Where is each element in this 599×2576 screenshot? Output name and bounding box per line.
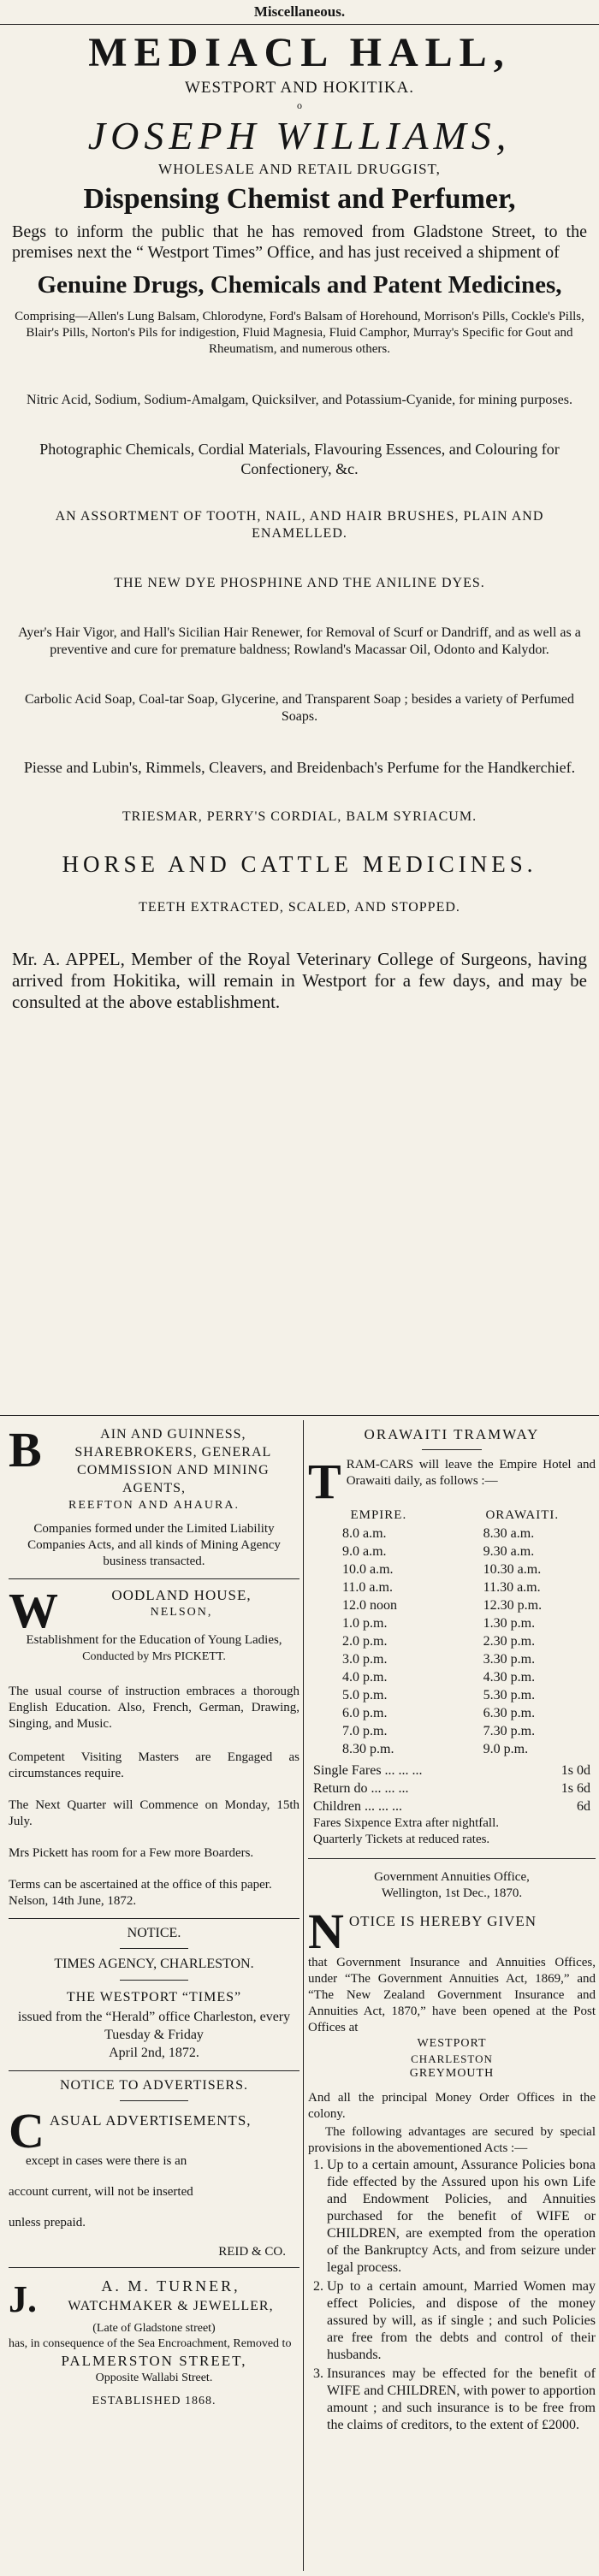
genuine-drugs-heading: Genuine Drugs, Chemicals and Patent Medicines, (37, 271, 562, 299)
timetable-header-row (308, 1507, 596, 1525)
fare-row (308, 1780, 596, 1797)
orawaiti-departure: 1.30 p.m. (483, 1616, 536, 1631)
timetable-row (308, 1614, 596, 1632)
turner-street: PALMERSTON STREET, (61, 2353, 247, 2369)
empire-departure: 6.0 p.m. (342, 1706, 388, 1720)
tramway-ad (308, 1420, 596, 1848)
divider (120, 1980, 188, 1981)
woodland-description: Establishment for the Education of Young Ladies, (26, 1633, 282, 1647)
woodland-boarders: Mrs Pickett has room for a Few more Boarders. (9, 1846, 254, 1860)
fare-price: 1s 0d (560, 1763, 590, 1778)
turner-body: has, in consequence of the Sea Encroachment, Removed to (9, 2337, 292, 2350)
section-heading: Miscellaneous. (253, 3, 346, 20)
timetable-body (308, 1525, 596, 1758)
empire-departure: 8.0 a.m. (342, 1526, 387, 1541)
column-top-rule (0, 1415, 599, 1416)
horse-cattle-heading: HORSE AND CATTLE MEDICINES. (62, 851, 537, 877)
fare-label: Single Fares ... ... ... (313, 1763, 423, 1778)
brushes-notice: AN ASSORTMENT OF TOOTH, NAIL, AND HAIR BRUSHES, PLAIN AND ENAMELLED. (55, 509, 544, 541)
orawaiti-departure: 7.30 p.m. (483, 1724, 536, 1738)
timetable-row (308, 1543, 596, 1560)
dyes-notice: THE NEW DYE PHOSPHINE AND THE ANILINE DYES. (114, 576, 485, 590)
timetable-row (308, 1704, 596, 1722)
removal-intro: Begs to inform the public that he has removed from Gladstone Street, to the premises next the “ Westport Times” Office, and has just received a shipment of (12, 222, 587, 262)
annuities-heading: OTICE IS HEREBY GIVEN (348, 1913, 537, 1929)
empire-column-header: EMPIRE. (350, 1508, 407, 1522)
fare-row (308, 1797, 596, 1815)
orawaiti-departure: 2.30 p.m. (483, 1634, 536, 1649)
annuities-following: The following advantages are secured by special provisions in the abovementioned Acts :— (308, 2125, 596, 2155)
annuities-dropcap: N (308, 1907, 344, 1953)
perfume-notice: Piesse and Lubin's, Rimmels, Cleavers, and Breidenbach's Perfume for the Handkerchief. (23, 759, 576, 776)
fare-label: Children ... ... ... (313, 1799, 402, 1814)
turner-trade: WATCHMAKER & JEWELLER, (68, 2299, 274, 2313)
turner-watchmaker-ad (9, 2268, 300, 2412)
annuities-date: Wellington, 1st Dec., 1870. (381, 1886, 523, 1900)
bain-guinness-ad (9, 1420, 300, 1570)
proprietor-trade: WHOLESALE AND RETAIL DRUGGIST, (158, 161, 441, 177)
advantage-item: 2. Up to a certain amount, Married Women may effect Policies, and dispose of the money assured by will, as if single ; and such Policies are free from the debts and control of their husbands. (327, 2278, 596, 2364)
bain-body: Companies formed under the Limited Liability Companies Acts, and all kinds of Mining Agency business transacted. (27, 1522, 281, 1568)
fare-table (308, 1762, 596, 1815)
divider (422, 1449, 482, 1450)
advantage-item: 3. Insurances may be effected for the benefit of WIFE and CHILDREN, with power to apportion amount ; and such insurance is to be free from the claims of creditors, to the extent of £2000. (327, 2366, 596, 2434)
tramway-night-fare: Fares Sixpence Extra after nightfall. (313, 1816, 500, 1830)
timetable-row (308, 1686, 596, 1704)
empire-departure: 9.0 a.m. (342, 1544, 387, 1559)
advantages-list (308, 2157, 596, 2434)
tramway-quarterly: Quarterly Tickets at reduced rates. (313, 1833, 490, 1846)
woodland-conducted: Conducted by Mrs PICKETT. (82, 1650, 226, 1663)
turner-established: ESTABLISHED 1868. (92, 2395, 216, 2407)
ornament-divider: o (297, 99, 302, 111)
advantage-item: 1. Up to a certain amount, Assurance Policies bona fide effected by the Assured upon his own Life and Endowment Policies, and Annuities purchased for the benefit of WIFE or CHILDREN, are exempted from the operation of the Bankruptcy Acts, and from seizure under legal process. (327, 2157, 596, 2277)
empire-departure: 10.0 a.m. (342, 1562, 394, 1577)
orawaiti-departure: 4.30 p.m. (483, 1670, 536, 1685)
orawaiti-column-header: ORAWAITI. (485, 1508, 560, 1522)
tramway-timetable (308, 1507, 596, 1758)
westport-times-body: issued from the “Herald” office Charleston, every Tuesday & Friday (17, 2010, 291, 2042)
advertisers-body-3: unless prepaid. (9, 2216, 86, 2230)
fare-row (308, 1762, 596, 1780)
right-column (308, 1420, 596, 2571)
teeth-notice: TEETH EXTRACTED, SCALED, AND STOPPED. (139, 900, 460, 915)
comprising-list: Comprising—Allen's Lung Balsam, Chlorodyne, Ford's Balsam of Horehound, Morrison's Pills, Cockle's Pills, Blair's Pills, Norton's Pils for indigestion, Fluid Magnesia, Fluid Camphor, Murray's Specific for Gout and Rheumatism, and numerous others. (15, 310, 584, 356)
annuities-town-westport: WESTPORT (417, 2037, 487, 2050)
orawaiti-departure: 9.30 a.m. (483, 1544, 535, 1559)
dispensing-headline: Dispensing Chemist and Perfumer, (83, 183, 516, 215)
turner-late: (Late of Gladstone street) (92, 2322, 216, 2335)
notice-title: NOTICE. (127, 1926, 181, 1940)
bain-dropcap: B (9, 1425, 42, 1477)
advertisers-body-1: except in cases were there is an (26, 2154, 187, 2168)
advertisers-title: NOTICE TO ADVERTISERS. (59, 2078, 248, 2093)
soaps-notice: Carbolic Acid Soap, Coal-tar Soap, Glycerine, and Transparent Soap ; besides a variety of Perfumed Soaps. (24, 692, 575, 724)
empire-departure: 12.0 noon (342, 1598, 397, 1613)
annuities-notice (308, 1859, 596, 2434)
advertisers-heading: ASUAL ADVERTISEMENTS, (49, 2112, 252, 2129)
timetable-row (308, 1578, 596, 1596)
annuities-body: that Government Insurance and Annuities Offices, under “The Government Annuities Act, 1869,” and “The New Zealand Government Insurance and Annuities Act, 1870,” have been opened at the Post Offices at (308, 1956, 596, 2034)
fare-label: Return do ... ... ... (313, 1781, 409, 1796)
orawaiti-departure: 11.30 a.m. (483, 1580, 541, 1595)
cordials-notice: TRIESMAR, PERRY'S CORDIAL, BALM SYRIACUM. (122, 809, 477, 824)
advertisers-dropcap: C (9, 2106, 44, 2153)
timetable-row (308, 1560, 596, 1578)
column-divider (303, 1420, 304, 2571)
empire-departure: 1.0 p.m. (342, 1616, 388, 1631)
timetable-row (308, 1740, 596, 1758)
tramway-intro: RAM-CARS will leave the Empire Hotel and Orawaiti daily, as follows :— (346, 1458, 596, 1488)
photographic-chemicals: Photographic Chemicals, Cordial Materials, Flavouring Essences, and Colouring for Confectionery, &c. (39, 441, 560, 477)
proprietor-name: JOSEPH WILLIAMS, (87, 114, 512, 157)
empire-departure: 3.0 p.m. (342, 1652, 388, 1667)
westport-times-date: April 2nd, 1872. (109, 2046, 199, 2060)
orawaiti-departure: 3.30 p.m. (483, 1652, 536, 1667)
empire-departure: 7.0 p.m. (342, 1724, 388, 1738)
timetable-row (308, 1650, 596, 1668)
orawaiti-departure: 8.30 a.m. (483, 1526, 535, 1541)
times-agency-notice (9, 1919, 300, 2062)
advertisers-body-2: account current, will not be inserted (9, 2185, 193, 2199)
fare-price: 1s 6d (560, 1781, 590, 1796)
orawaiti-departure: 10.30 a.m. (483, 1562, 542, 1577)
woodland-dropcap: W (9, 1586, 58, 1632)
orawaiti-departure: 12.30 p.m. (483, 1598, 543, 1613)
woodland-date: Nelson, 14th June, 1872. (9, 1894, 137, 1908)
advertisers-notice (9, 2071, 300, 2260)
annuities-office: Government Annuities Office, (374, 1870, 530, 1884)
appel-notice: Mr. A. APPEL, Member of the Royal Veterinary College of Surgeons, having arrived from Hokitika, will remain in Westport for a few days, and may be consulted at the above establishment. (12, 949, 587, 1012)
woodland-house-ad (9, 1579, 300, 1910)
turner-name: A. M. TURNER, (101, 2277, 240, 2295)
annuities-town-greymouth: GREYMOUTH (409, 2067, 495, 2080)
woodland-course: The usual course of instruction embraces a thorough English Education. Also, French, German, Drawing, Singing, and Music. (9, 1685, 300, 1731)
hall-title: MEDIACL HALL, (88, 30, 511, 75)
advertisers-signature: REID & CO. (218, 2245, 286, 2259)
annuities-money-order: And all the principal Money Order Offices in the colony. (308, 2091, 596, 2121)
divider (0, 24, 599, 25)
fare-price: 6d (577, 1799, 590, 1814)
westport-times-title: THE WESTPORT “TIMES” (66, 1990, 242, 2005)
woodland-terms: Terms can be ascertained at the office of this paper. (9, 1878, 272, 1892)
tramway-dropcap: T (308, 1457, 341, 1503)
woodland-place: NELSON, (150, 1606, 213, 1619)
turner-dropcap: J. (9, 2278, 37, 2320)
timetable-row (308, 1668, 596, 1686)
left-column (9, 1420, 300, 2571)
woodland-masters: Competent Visiting Masters are Engaged as circumstances require. (9, 1750, 300, 1780)
turner-opposite: Opposite Wallabi Street. (95, 2372, 213, 2384)
empire-departure: 4.0 p.m. (342, 1670, 388, 1685)
orawaiti-departure: 5.30 p.m. (483, 1688, 536, 1703)
hall-location: WESTPORT AND HOKITIKA. (184, 79, 415, 97)
orawaiti-departure: 9.0 p.m. (483, 1742, 529, 1756)
empire-departure: 11.0 a.m. (342, 1580, 393, 1595)
divider (120, 2100, 188, 2101)
mining-chemicals: Nitric Acid, Sodium, Sodium-Amalgam, Quicksilver, and Potassium-Cyanide, for mining purposes. (27, 393, 572, 407)
empire-departure: 8.30 p.m. (342, 1742, 394, 1756)
divider (120, 1948, 188, 1949)
woodland-quarter: The Next Quarter will Commence on Monday, 15th July. (9, 1798, 300, 1828)
woodland-heading: OODLAND HOUSE, (111, 1587, 252, 1603)
bain-places: REEFTON AND AHAURA. (68, 1499, 240, 1512)
timetable-row (308, 1525, 596, 1543)
empire-departure: 2.0 p.m. (342, 1634, 388, 1649)
empire-departure: 5.0 p.m. (342, 1688, 388, 1703)
annuities-town-charleston: CHARLESTON (411, 2052, 493, 2065)
hair-products: Ayer's Hair Vigor, and Hall's Sicilian Hair Renewer, for Removal of Scurf or Dandriff, and as well as a preventive and cure for premature baldness; Rowland's Macassar Oil, Odonto and Kalydor. (18, 625, 581, 657)
timetable-row (308, 1722, 596, 1740)
tramway-title: ORAWAITI TRAMWAY (364, 1426, 540, 1442)
bain-heading: AIN AND GUINNESS, SHAREBROKERS, GENERAL COMMISSION AND MINING AGENTS, (74, 1427, 272, 1495)
times-agency-heading: TIMES AGENCY, CHARLESTON. (54, 1957, 254, 1971)
timetable-row (308, 1596, 596, 1614)
timetable-row (308, 1632, 596, 1650)
orawaiti-departure: 6.30 p.m. (483, 1706, 536, 1720)
